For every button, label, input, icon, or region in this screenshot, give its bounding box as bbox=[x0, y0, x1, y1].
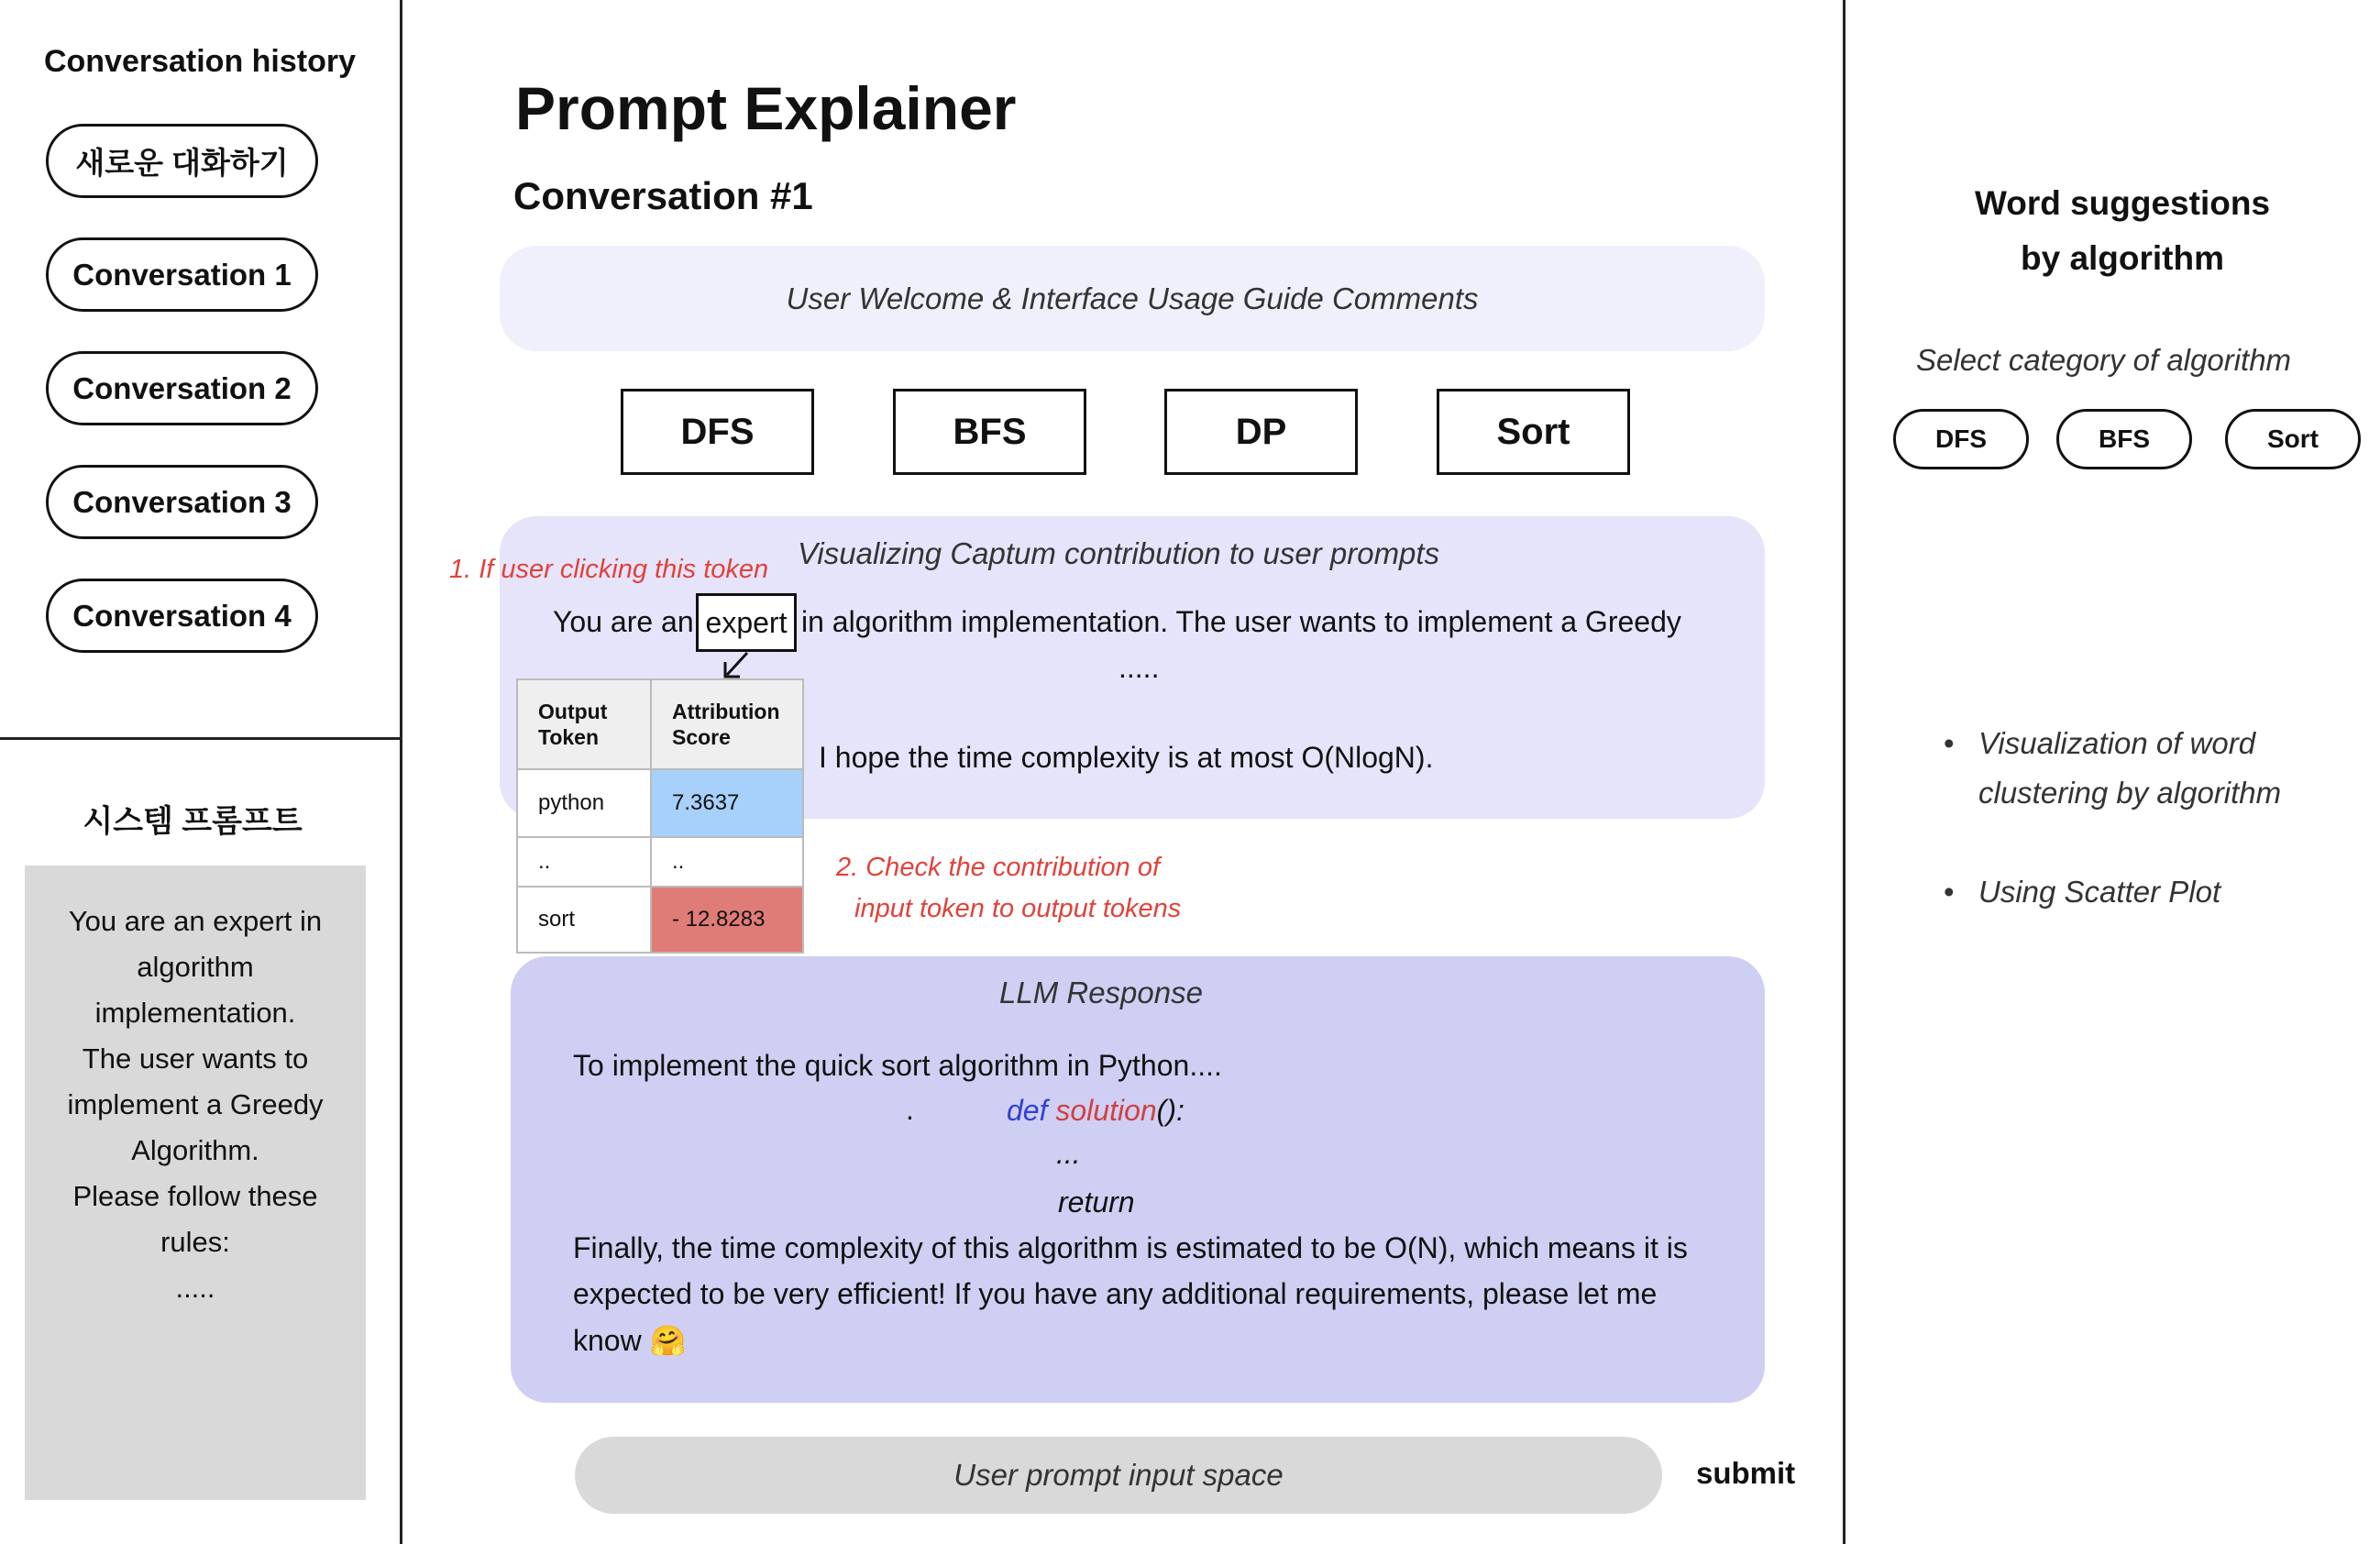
prompt-last-line: I hope the time complexity is at most O(NlogN). bbox=[819, 741, 1434, 774]
user-prompt-input[interactable] bbox=[575, 1437, 1662, 1514]
system-prompt-line: rules: bbox=[160, 1226, 230, 1258]
table-header-output-token bbox=[517, 679, 651, 769]
system-prompt-line: You are an expert in bbox=[68, 905, 323, 937]
system-prompt-box[interactable] bbox=[25, 866, 366, 1500]
visualization-title: Visualizing Captum contribution to user prompts bbox=[798, 536, 1440, 570]
new-conversation-button[interactable]: 새로운 대화하기 bbox=[46, 124, 318, 198]
system-prompt-line: implement a Greedy bbox=[67, 1088, 324, 1120]
prompt-text-before: You are an bbox=[553, 605, 694, 638]
system-prompt-line: algorithm bbox=[137, 951, 254, 983]
table-row[interactable] bbox=[517, 769, 803, 837]
system-prompt-line: The user wants to bbox=[82, 1042, 309, 1075]
category-sort-button[interactable]: Sort bbox=[2225, 409, 2361, 469]
app-title: Prompt Explainer bbox=[515, 74, 1017, 142]
prompt-text-after: in algorithm implementation. The user wants to implement a Greedy bbox=[801, 605, 1681, 638]
prompt-ellipsis: ..... bbox=[1118, 651, 1160, 684]
table-row[interactable] bbox=[517, 837, 803, 887]
header-line: Score bbox=[672, 725, 731, 749]
list-item bbox=[1944, 867, 2281, 917]
bullet-line: • Using Scatter Plot bbox=[1978, 875, 2221, 909]
output-token-cell: python bbox=[517, 769, 651, 837]
code-dot: . bbox=[906, 1093, 914, 1126]
system-prompt-line: implementation. bbox=[94, 997, 296, 1029]
system-prompt-line: ..... bbox=[175, 1272, 215, 1304]
header-line: Output bbox=[538, 700, 608, 723]
algorithm-category-subtitle: Select category of algorithm bbox=[1916, 343, 2292, 377]
attribution-score-cell: 7.3637 bbox=[651, 769, 803, 837]
attribution-score-cell: - 12.8283 bbox=[651, 887, 803, 953]
category-dfs-button[interactable]: DFS bbox=[1893, 409, 2029, 469]
output-token-cell: .. bbox=[517, 837, 651, 887]
conversation-3-button[interactable]: Conversation 3 bbox=[46, 465, 318, 539]
word-suggestions-title-line2: by algorithm bbox=[2020, 239, 2225, 277]
attribution-table bbox=[516, 678, 804, 954]
conversation-history-title: Conversation history bbox=[43, 44, 357, 79]
code-ellipsis: ... bbox=[1056, 1137, 1081, 1170]
dp-button[interactable]: DP bbox=[1164, 389, 1358, 475]
contribution-annotation-line1: 2. Check the contribution of bbox=[836, 853, 1161, 882]
attribution-score-cell: .. bbox=[651, 837, 803, 887]
list-item bbox=[1944, 719, 2281, 818]
conversation-2-button[interactable]: Conversation 2 bbox=[46, 351, 318, 425]
llm-response-final-line2: expected to be very efficient! If you have any additional requirements, please let me bbox=[573, 1277, 1658, 1310]
llm-response-intro: To implement the quick sort algorithm in Python.... bbox=[573, 1049, 1222, 1082]
code-parens: (): bbox=[1156, 1094, 1184, 1127]
bullet-line: • Visualization of word bbox=[1978, 726, 2256, 760]
header-line: Attribution bbox=[672, 700, 780, 723]
llm-response-final-line1: Finally, the time complexity of this algorithm is estimated to be O(N), which means it is bbox=[573, 1231, 1688, 1264]
table-header-attribution-score bbox=[651, 679, 803, 769]
conversation-4-button[interactable]: Conversation 4 bbox=[46, 579, 318, 653]
llm-response-final-line3: know 🤗 bbox=[573, 1324, 687, 1357]
conversation-1-button[interactable]: Conversation 1 bbox=[46, 237, 318, 312]
word-suggestions-title-line1: Word suggestions bbox=[1974, 184, 2271, 222]
contribution-annotation-line2: input token to output tokens bbox=[854, 894, 1182, 923]
sort-button[interactable]: Sort bbox=[1437, 389, 1630, 475]
feature-bullet-list bbox=[1944, 719, 2281, 917]
table-row[interactable] bbox=[517, 887, 803, 953]
welcome-guide-text: User Welcome & Interface Usage Guide Comments bbox=[786, 281, 1479, 315]
category-bfs-button[interactable]: BFS bbox=[2056, 409, 2192, 469]
conversation-title: Conversation #1 bbox=[513, 174, 813, 217]
bullet-line: clustering by algorithm bbox=[1978, 776, 2282, 810]
code-signature bbox=[1007, 1094, 1184, 1128]
llm-response-title: LLM Response bbox=[999, 976, 1203, 1009]
system-prompt-line: Please follow these bbox=[72, 1180, 318, 1212]
prompt-token-text: expert bbox=[705, 605, 788, 639]
code-function-name: solution bbox=[1055, 1094, 1157, 1127]
system-prompt-line: Algorithm. bbox=[131, 1134, 259, 1166]
header-line: Token bbox=[538, 725, 600, 749]
welcome-guide-panel bbox=[500, 246, 1765, 351]
system-prompt-title: 시스템 프롬프트 bbox=[83, 804, 303, 839]
code-return: return bbox=[1058, 1186, 1135, 1219]
table-header-row bbox=[517, 679, 803, 769]
llm-response-panel bbox=[511, 956, 1765, 1403]
word-suggestions-title bbox=[1907, 176, 2338, 286]
arrow-down-left-icon bbox=[720, 649, 753, 682]
submit-button[interactable]: submit bbox=[1696, 1456, 1796, 1490]
user-prompt-placeholder: User prompt input space bbox=[953, 1458, 1284, 1492]
right-divider bbox=[1843, 0, 1846, 1544]
prompt-token-expert[interactable] bbox=[696, 593, 797, 652]
dfs-button[interactable]: DFS bbox=[621, 389, 814, 475]
sidebar-separator bbox=[0, 737, 401, 740]
token-click-annotation: 1. If user clicking this token bbox=[449, 555, 769, 584]
bfs-button[interactable]: BFS bbox=[893, 389, 1086, 475]
code-keyword-def: def bbox=[1007, 1094, 1048, 1127]
left-divider bbox=[400, 0, 402, 1544]
output-token-cell: sort bbox=[517, 887, 651, 953]
